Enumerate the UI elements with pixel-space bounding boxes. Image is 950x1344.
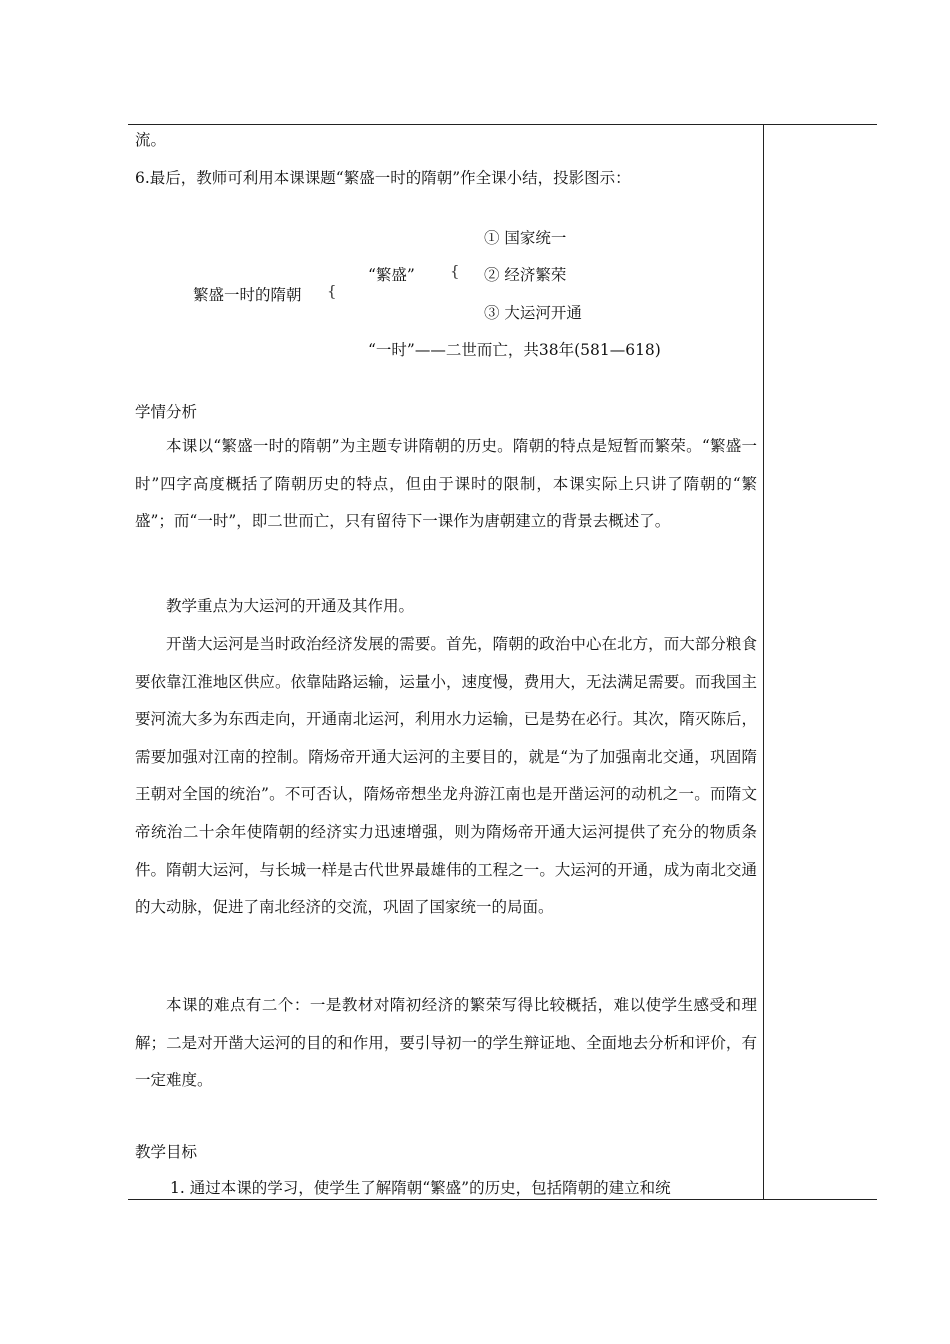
diagram-item-3: ③ 大运河开通 bbox=[484, 304, 582, 322]
section-title-learning-analysis: 学情分析 bbox=[135, 403, 198, 421]
continued-text: 流。 bbox=[135, 131, 167, 149]
paragraph-key-point: 教学重点为大运河的开通及其作用。 bbox=[166, 597, 415, 615]
table-bottom-border bbox=[128, 1199, 877, 1200]
table-top-border bbox=[128, 124, 877, 125]
table-column-divider bbox=[763, 124, 764, 1199]
diagram-branch-fansheng: “繁盛” bbox=[368, 266, 415, 284]
step-6-text: 6.最后，教师可利用本课课题“繁盛一时的隋朝”作全课小结，投影图示： bbox=[135, 169, 631, 187]
section-title-teaching-goals: 教学目标 bbox=[135, 1143, 198, 1161]
diagram-brace-fansheng: { bbox=[450, 262, 460, 280]
paragraph-canal: 开凿大运河是当时政治经济发展的需要。首先，隋朝的政治中心在北方，而大部分粮食要依靠江淮地区供应。依靠陆路运输，运量小，速度慢，费用大，无法满足需要。而我国主要河流大多为东西走向，开通南北运河，利用水力运输，已是势在必行。其次，隋灭陈后，需要加强对江南的控制。隋炀帝开通大运河的主要目的，就是“为了加强南北交通，巩固隋王朝对全国的统治”。不可否认，隋炀帝想坐龙舟游江南也是开凿运河的动机之一。而隋文帝统治二十余年使隋朝的经济实力迅速增强，则为隋炀帝开通大运河提供了充分的物质条件。隋朝大运河，与长城一样是古代世界最雄伟的工程之一。大运河的开通，成为南北交通的大动脉，促进了南北经济的交流，巩固了国家统一的局面。 bbox=[135, 635, 757, 917]
diagram-item-1: ① 国家统一 bbox=[484, 229, 567, 247]
goal-item-1: 1. 通过本课的学习，使学生了解隋朝“繁盛”的历史，包括隋朝的建立和统 bbox=[170, 1179, 671, 1197]
diagram-root: 繁盛一时的隋朝 bbox=[193, 286, 302, 304]
diagram-item-2: ② 经济繁荣 bbox=[484, 266, 567, 284]
paragraph-difficulty: 本课的难点有二个：一是教材对隋初经济的繁荣写得比较概括，难以使学生感受和理解；二是对开凿大运河的目的和作用，要引导初一的学生辩证地、全面地去分析和评价，有一定难度。 bbox=[135, 996, 757, 1090]
diagram-branch-yishi: “一时”——二世而亡，共38年(581—618) bbox=[368, 341, 661, 359]
diagram-brace-root: { bbox=[327, 282, 337, 300]
paragraph-intro: 本课以“繁盛一时的隋朝”为主题专讲隋朝的历史。隋朝的特点是短暂而繁荣。“繁盛一时”四字高度概括了隋朝历史的特点，但由于课时的限制，本课实际上只讲了隋朝的“繁盛”；而“一时”，即二世而亡，只有留待下一课作为唐朝建立的背景去概述了。 bbox=[135, 437, 757, 531]
